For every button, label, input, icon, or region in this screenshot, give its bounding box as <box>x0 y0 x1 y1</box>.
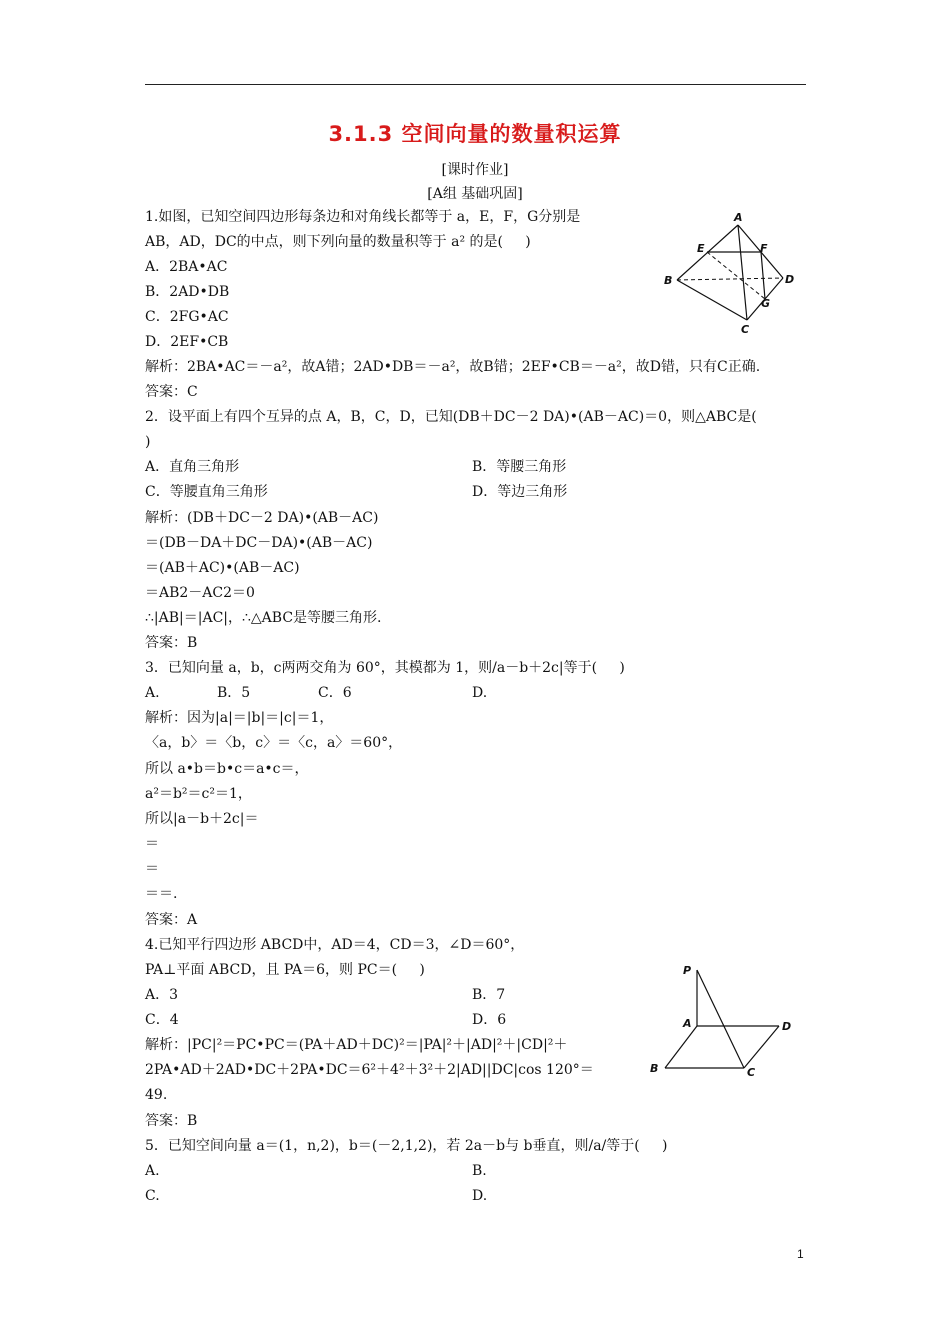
q5-option-a: A. <box>145 1163 160 1179</box>
q3-option-b: B．5 <box>217 685 251 701</box>
q3-answer: 答案：A <box>145 912 198 928</box>
q2-solution-line4: ＝AB2－AC2＝0 <box>145 585 255 601</box>
q4-solution-line2: 2PA•AD＋2AD•DC＋2PA•DC＝6²＋4²＋3²＋2|AD||DC|cos 120°＝ <box>145 1062 594 1078</box>
tetrahedron-figure <box>655 210 795 335</box>
q4-answer: 答案：B <box>145 1113 198 1129</box>
q2-stem-line1: 2．设平面上有四个互异的点 A，B，C，D，已知(DB＋DC－2 DA)•(AB－AC)＝0，则△ABC是( <box>145 409 757 425</box>
q3-solution-line2: 〈a，b〉＝〈b，c〉＝〈c，a〉＝60°， <box>145 735 403 751</box>
q4-option-d: D．6 <box>472 1012 507 1028</box>
q4-option-c: C．4 <box>145 1012 179 1028</box>
q2-option-b: B．等腰三角形 <box>472 459 567 475</box>
segment-eg-hidden <box>707 252 765 299</box>
edge-ab <box>665 1026 697 1068</box>
q1-option-c: C．2FG•AC <box>145 309 229 325</box>
q5-option-c: C. <box>145 1188 160 1204</box>
q3-option-c: C．6 <box>318 685 352 701</box>
page-number: 1 <box>797 1247 804 1261</box>
q3-solution-line1: 解析：因为|a|＝|b|＝|c|＝1， <box>145 710 334 726</box>
q2-option-c: C．等腰直角三角形 <box>145 484 268 500</box>
q3-option-a: A. <box>145 685 160 701</box>
q1-answer: 答案：C <box>145 384 198 400</box>
q2-option-a: A．直角三角形 <box>145 459 240 475</box>
q2-solution-line5: ∴|AB|＝|AC|，∴△ABC是等腰三角形. <box>145 610 382 626</box>
q4-stem-line2: PA⊥平面 ABCD，且 PA＝6，则 PC＝( ) <box>145 962 425 978</box>
q3-solution-line8: ＝＝. <box>145 886 178 902</box>
label-b: B <box>650 1062 659 1075</box>
q2-solution-line3: ＝(AB＋AC)•(AB－AC) <box>145 560 300 576</box>
q1-stem-line2: AB，AD，DC的中点，则下列向量的数量积等于 a² 的是( ) <box>145 234 531 250</box>
q3-solution-line6: ＝ <box>145 836 159 852</box>
label-c: C <box>747 1066 756 1079</box>
edge-cd <box>744 1026 779 1068</box>
q2-option-d: D．等边三角形 <box>472 484 568 500</box>
q4-option-a: A．3 <box>145 987 179 1003</box>
label-g: G <box>761 297 771 310</box>
label-e: E <box>697 242 705 255</box>
q1-option-d: D．2EF•CB <box>145 334 229 350</box>
label-p: P <box>683 964 692 977</box>
label-b: B <box>664 274 673 287</box>
q5-stem: 5．已知空间向量 a＝(1，n,2)，b＝(－2,1,2)，若 2a－b与 b垂直，则/a/等于( ) <box>145 1138 668 1154</box>
q3-option-d: D. <box>472 685 488 701</box>
q2-answer: 答案：B <box>145 635 198 651</box>
segment-fg <box>761 252 765 299</box>
page-title: 3.1.3 空间向量的数量积运算 <box>328 122 622 146</box>
q3-solution-line5: 所以|a－b＋2c|＝ <box>145 811 259 827</box>
q4-solution-line3: 49. <box>145 1087 168 1103</box>
label-f: F <box>760 242 768 255</box>
subtitle-homework: [课时作业] <box>441 162 509 178</box>
label-a: A <box>683 1017 692 1030</box>
subtitle-group: [A组 基础巩固] <box>427 186 523 202</box>
q2-solution-line2: ＝(DB－DA＋DC－DA)•(AB－AC) <box>145 535 373 551</box>
label-d: D <box>785 273 795 286</box>
q3-stem: 3．已知向量 a，b，c两两交角为 60°，其模都为 1，则/a－b＋2c|等于( ) <box>145 660 625 676</box>
pyramid-figure <box>645 960 800 1080</box>
q5-option-d: D. <box>472 1188 488 1204</box>
header-rule <box>145 84 806 85</box>
q1-option-a: A．2BA•AC <box>145 259 228 275</box>
edge-ac <box>738 225 747 320</box>
label-a: A <box>734 211 743 224</box>
label-c: C <box>741 323 750 335</box>
q4-stem-line1: 4.已知平行四边形 ABCD中，AD＝4，CD＝3，∠D＝60°， <box>145 937 525 953</box>
q1-option-b: B．2AD•DB <box>145 284 230 300</box>
q2-solution-line1: 解析：(DB＋DC－2 DA)•(AB－AC) <box>145 510 379 526</box>
q1-stem-line1: 1.如图，已知空间四边形每条边和对角线长都等于 a，E，F，G分别是 <box>145 209 581 225</box>
q2-stem-line2: ) <box>145 434 151 450</box>
q3-solution-line3: 所以 a•b＝b•c＝a•c＝， <box>145 761 309 777</box>
label-d: D <box>782 1020 792 1033</box>
q3-solution-line7: ＝ <box>145 861 159 877</box>
q4-solution-line1: 解析：|PC|²＝PC•PC＝(PA＋AD＋DC)²＝|PA|²＋|AD|²＋|CD|²＋ <box>145 1037 568 1053</box>
q4-option-b: B．7 <box>472 987 506 1003</box>
edge-bc <box>677 280 747 320</box>
q3-solution-line4: a²＝b²＝c²＝1， <box>145 786 252 802</box>
q1-solution: 解析：2BA•AC＝－a²，故A错；2AD•DB＝－a²，故B错；2EF•CB＝－a²，故D错，只有C正确. <box>145 359 761 375</box>
q5-option-b: B. <box>472 1163 487 1179</box>
segment-pc <box>697 970 744 1068</box>
edge-bd-hidden <box>677 278 783 280</box>
